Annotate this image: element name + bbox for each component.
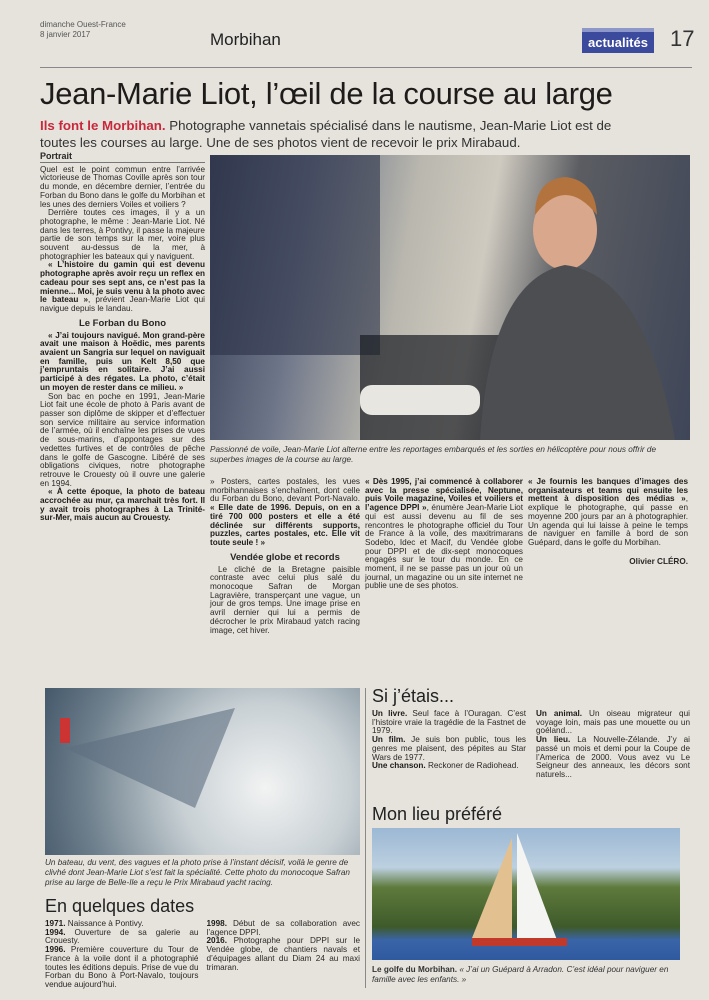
article-title: Jean-Marie Liot, l’œil de la course au large [40, 76, 613, 111]
date-item: 1994. Ouverture de sa galerie au Crouesty. [45, 927, 199, 946]
subhead: Vendée globe et records [230, 551, 340, 563]
column-2: » Posters, cartes postales, les vues morbihannaises s’enchaînent, dont celle du Forban du Bono, devant Port-Navalo. « Elle date de 1996. Depuis, on en a tiré 700 000 posters et elle a été déclinée sur différents supports, puzzles, cartes postales, etc. Elle vit toute seule ! » Vendée globe et records Le cliché de la Bretagne paisible contraste avec celui plus salé du monocoque Safran de Morgan Lagravière, transperçant une vague, un jour de gros temps. Une image prise en avril dernier qui lui a permis de décrocher le prix Mirabaud yatch racing image, cet hiver. [210, 477, 360, 635]
lieu-caption: Le golfe du Morbihan. « J’ai un Guépard à Arradon. C’est idéal pour naviguer en famille avec les enfants. » [372, 965, 669, 984]
header-rule [40, 67, 692, 68]
rubric-badge: actualités [582, 28, 654, 53]
si-jetais-item: Un livre. Seul face à l’Ouragan. C’est l’histoire vraie la tragédie de la Fastnet de 1979. [372, 709, 526, 736]
column-1: Portrait Quel est le point commun entre l’arrivée victorieuse de Thomas Coville après son tour du monde, en décembre dernier, l’entrée du Forban du Bono dans le golfe du Morbihan et les unes des derniers Voiles et voiliers ? Derrière toutes ces images, il y a un photographe, le même : Jean-Marie Liot. Né dans les terres, à Pontivy, il passe la majeure partie de son temps sur la mer, voire plus souvent au-dessus de la mer, à photographier les bateaux qui y naviguent. « L’histoire du gamin qui est devenu photographe après avoir reçu un reflex en cadeau pour ses sept ans, ce n’est pas la mienne... Moi, je suis venu à la photo avec le bateau », prévient Jean-Marie Liot qui navigue depuis le landau. Le Forban du Bono « J’ai toujours navigué. Mon grand-père avait une maison à Hoëdic, mes parents avaient un Sangria sur lequel on naviguait en famille, puis un Kelt 8,50 que j’empruntais en solitaire. J’ai aussi participé à des régates. La photo, c’était un moyen de rester dans ce milieu. » Son bac en poche en 1991, Jean-Marie Liot fait une école de photo à Paris avant de passer son diplôme de skipper et d’effectuer son service militaire au service information de l’armée, où il enchaîne les prises de vues de sous-marins, d’appontages sur des vedettes furtives et de contrôles de pêche dans le golfe de Gascogne. Libéré de ses obligations civiques, notre photographe retrouve le Crouesty où il ouvre une galerie en 1994. « À cette époque, la photo de bateau accrochée au mur, ça marchait très fort. Il y avait trois photographes à La Trinité-sur-Mer, mais aucun au Crouesty. [40, 151, 205, 523]
si-jetais-list [372, 710, 690, 780]
edition-date: dimanche Ouest-France 8 janvier 2017 [40, 20, 126, 39]
subhead: Le Forban du Bono [78, 317, 167, 329]
column-4: « Je fournis les banques d’images des organisateurs et teams qui ensuite les mettent à disposition des médias », explique le photographe, qui passe en moyenne 200 jours par an à photographier. Un agenda qui lui laisse à peine le temps de naviguer en famille à bord de son Guépard, dans le golfe du Morbihan. Olivier CLÉRO. [528, 477, 688, 566]
main-photo-portrait [210, 155, 690, 440]
boat-photo-safran [45, 688, 360, 855]
si-jetais-item: Un film. Je suis bon public, tous les genres me plaisent, des pépites au Star Wars de 1977. [372, 735, 526, 762]
si-jetais-item: Un lieu. La Nouvelle-Zélande. J’y ai passé un mois et demi pour la Coupe de l’America de 2000. Vous avez vu Le Seigneur des anneaux, les décors sont naturels... [536, 735, 690, 779]
lieu-heading: Mon lieu préféré [372, 804, 503, 824]
column-3: « Dès 1995, j’ai commencé à collaborer avec la presse spécialisée, Neptune, puis Voile magazine, Voiles et voiliers et l’agence DPPI », énumère Jean-Marie Liot qui est aussi devenu au fil de ses rencontres le photographe officiel du Tour de France à la voile, des maxitrimarans Sodebo, Idec et Macif, du Vendée globe pour DPPI et de dix-sept monocoques engagés sur le tour du monde. En ce moment, il ne se passe pas un jour où un journal, un magazine ou un site internet ne publie une de ses photos. [365, 477, 523, 591]
date-item: 1971. Naissance à Pontivy. [45, 919, 144, 928]
page-number: 17 [670, 26, 695, 51]
dates-list [45, 920, 360, 990]
section-name: Morbihan [210, 30, 281, 49]
date-item: 1998. Début de sa collaboration avec l’agence DPPI. [206, 919, 360, 937]
si-jetais-heading: Si j’étais... [372, 686, 455, 706]
main-photo-caption: Passionné de voile, Jean-Marie Liot alterne entre les reportages embarqués et les sorties en hélicoptère pour nous offrir de superbes images de la course au large. [210, 445, 657, 464]
column-divider [365, 688, 366, 988]
si-jetais-item: Une chanson. Reckoner de Radiohead. [372, 761, 519, 771]
date-item: 2016. Photographe pour DPPI sur le Vendée globe, de chantiers navals et d’équipages allant du Diam 24 au maxi trimaran. [206, 936, 360, 972]
dates-heading: En quelques dates [45, 896, 195, 916]
golfe-morbihan-photo [372, 828, 680, 960]
boat-photo-caption: Un bateau, du vent, des vagues et la photo prise à l’instant décisif, voilà le genre de clivhé dont Jean-Marie Liot s’est fait la spécialité. Cette photo du monocoque Safran prise au large de Belle-Ile a reçu le Prix Mirabaud yacht racing. [45, 858, 350, 887]
author-signature: Olivier CLÉRO. [629, 556, 688, 566]
rubric-label: Portrait [40, 152, 205, 163]
date-item: 1996. Première couverture du Tour de France à la voile dont il a photographié toutes les éditions depuis. Prise de vue du Forban du Bono à Port-Navalo, toujours vendue aujourd’hui. [45, 945, 199, 989]
standfirst: Ils font le Morbihan. Photographe vannetais spécialisé dans le nautisme, Jean-Marie Liot est de toutes les courses au large. Une de ses photos vient de recevoir le prix Mirabaud. [40, 118, 612, 150]
si-jetais-item: Un animal. Un oiseau migrateur qui voyage loin, mais pas une mouette ou un goéland... [536, 709, 690, 736]
